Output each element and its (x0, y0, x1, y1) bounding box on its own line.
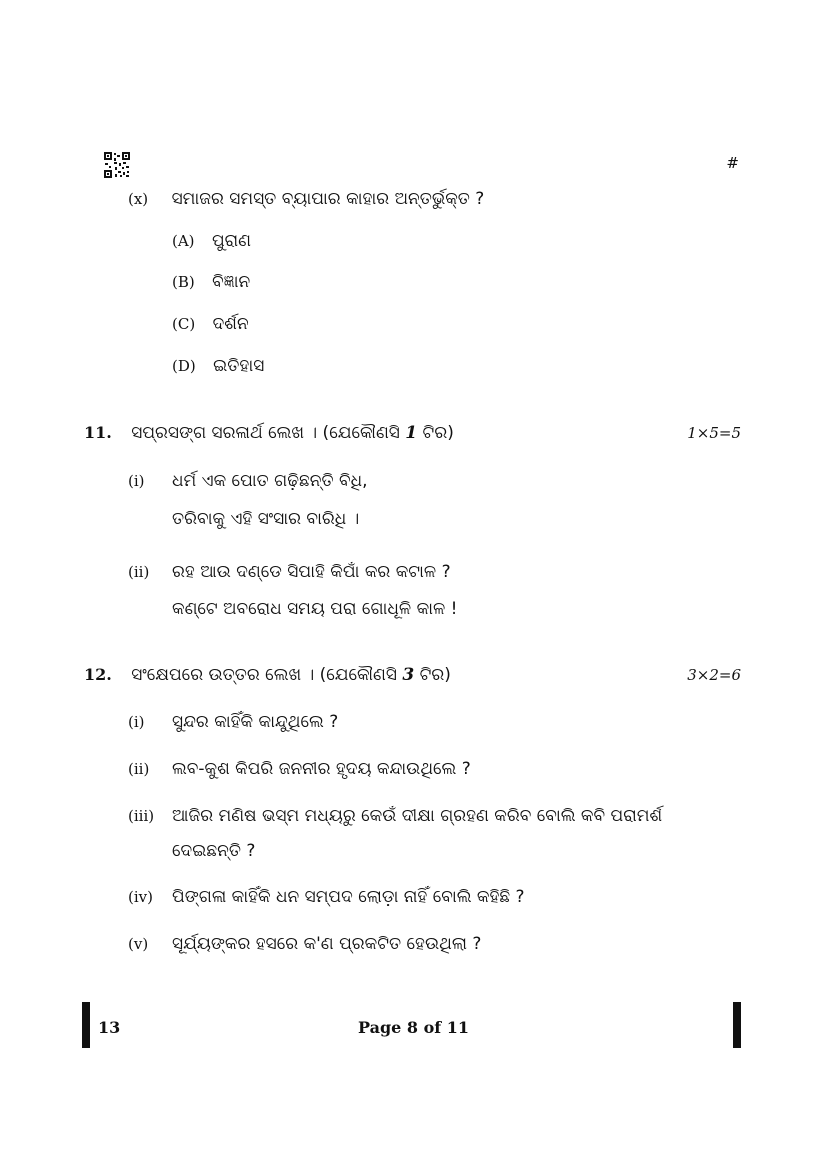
item-label: (iv) (128, 888, 153, 906)
q12-item-iv-text: ପିଙ୍ଗଳା କାହିଁକି ଧନ ସମ୍ପଦ ଲୋଡ଼ା ନାହିଁ ବୋଲି କହିଛି ? (172, 887, 525, 907)
q11-item-ii-line-1: ରହ ଆଉ ଦଣ୍ଡେ ସିପାହି କିପାଁ କର କଟାଳ ? (172, 562, 451, 582)
option-text: ବିଜ୍ଞାନ (212, 272, 251, 292)
question-title-end: ଟିର) (422, 423, 454, 443)
q12-item-i-text: ସୁନ୍ଦର କାହିଁକି କାନ୍ଦୁଥିଲେ ? (172, 712, 339, 732)
question-title: ସଂକ୍ଷେପରେ ଉତ୍ତର ଲେଖ । (ଯେକୌଣସି (131, 665, 397, 685)
item-label: (i) (128, 713, 145, 731)
item-label: (iii) (128, 807, 155, 825)
item-label: (ii) (128, 563, 150, 581)
item-label: (ii) (128, 760, 150, 778)
q12-item-v-text: ସୂର୍ଯ୍ୟଙ୍କର ହସରେ କ'ଣ ପ୍ରକଟିତ ହେଉଥିଲା ? (172, 934, 482, 954)
question-text: ସମାଜର ସମସ୍ତ ବ୍ୟାପାର କାହାର ଅନ୍ତର୍ଭୁକ୍ତ ? (171, 189, 485, 209)
q12-item-iii-line-1: ଆଜିର ମଣିଷ ଭସ୍ମ ମଧ୍ୟରୁ କେଉଁ ଦୀକ୍ଷା ଗ୍ରହଣ କରିବ ବୋଲି କବି ପରାମର୍ଶ (172, 806, 663, 826)
option-text: ପୁରାଣ (211, 231, 252, 251)
q12-item-iii (128, 805, 154, 827)
option-label: (B) (172, 273, 195, 291)
q12-item-ii-text: ଲବ-କୁଶ କିପରି ଜନନୀର ହୃଦୟ କନ୍ଦାଉଥିଲେ ? (172, 759, 471, 779)
option-d (172, 355, 264, 377)
marks-q12: 3×2=6 (687, 666, 741, 684)
q12-item-i (128, 711, 145, 733)
page-hash-mark: # (726, 154, 739, 172)
marks-q11: 1×5=5 (687, 424, 741, 442)
question-number: 11. (84, 423, 112, 442)
question-number: 12. (84, 665, 112, 684)
question-title: ସପ୍ରସଙ୍ଗ ସରଳାର୍ଥ ଲେଖ । (ଯେକୌଣସି (131, 423, 400, 443)
option-label: (D) (172, 357, 196, 375)
q11-item-ii-line-2: କଣ୍ଟେ ଅବରୋଧ ସମୟ ପରା ଗୋଧୂଳି କାଳ ! (172, 599, 458, 619)
option-text: ଦର୍ଶନ (212, 314, 249, 334)
option-label: (A) (172, 232, 195, 250)
item-label: (x) (128, 190, 149, 208)
question-11-heading (84, 422, 454, 444)
q12-item-iv (128, 886, 153, 908)
q11-item-i (128, 470, 145, 492)
question-12-heading (84, 664, 451, 686)
q11-item-i-line-2: ତରିବାକୁ ଏହି ସଂସାର ବାରିଧି । (172, 509, 360, 529)
question-title-end: ଟିର) (419, 665, 451, 685)
question-count: 1 (405, 423, 418, 443)
page-number: Page 8 of 11 (358, 1018, 469, 1037)
item-label: (i) (128, 472, 145, 490)
option-a (172, 230, 251, 252)
paper-code: 13 (98, 1018, 121, 1037)
option-b (172, 271, 250, 293)
qr-code-icon (104, 152, 130, 178)
q11-item-i-line-1: ଧର୍ମ ଏକ ପୋତ ଗଢ଼ିଛନ୍ତି ବିଧି, (172, 471, 368, 491)
q12-item-v (128, 933, 148, 955)
question-count: 3 (402, 665, 415, 685)
q12-item-ii (128, 758, 149, 780)
option-label: (C) (172, 315, 196, 333)
option-c (172, 313, 249, 335)
q11-item-ii (128, 561, 149, 583)
item-label: (v) (128, 935, 149, 953)
q12-item-iii-line-2: ଦେଇଛନ୍ତି ? (172, 841, 256, 861)
question-10x (128, 188, 484, 210)
option-text: ଇତିହାସ (213, 356, 265, 376)
